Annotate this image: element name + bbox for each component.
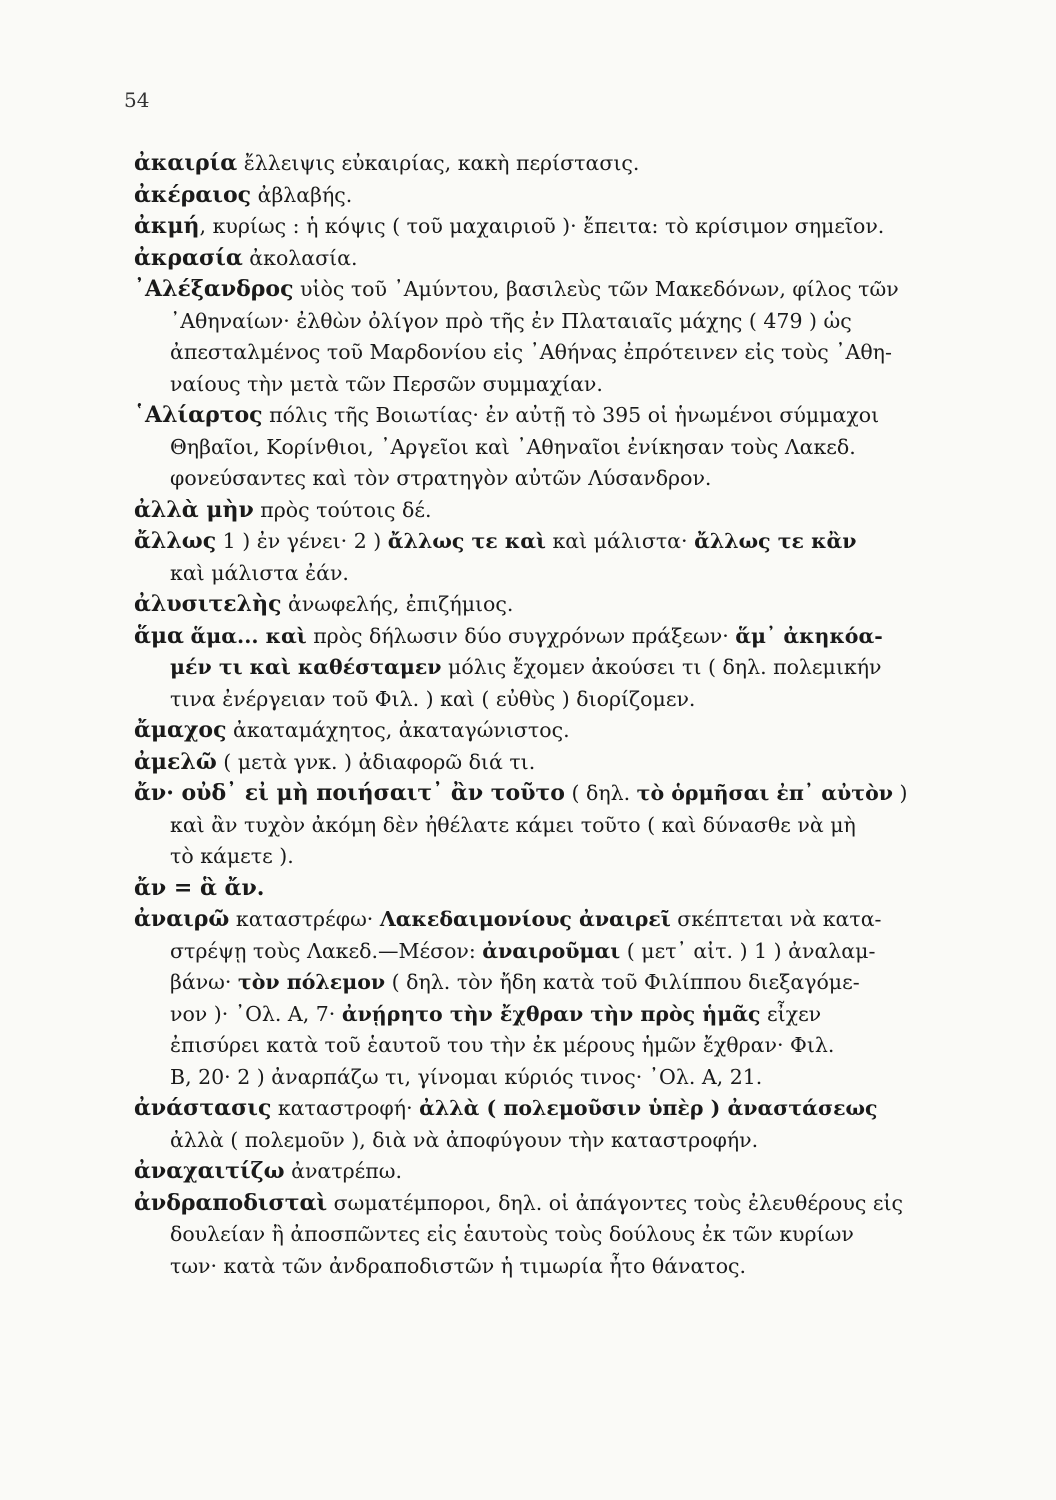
- entry-line: [134, 1030, 1014, 1062]
- dictionary-entry: [134, 778, 1014, 873]
- entry-text: των· κατὰ τῶν ἀνδραποδιστῶν ἡ τιμωρία ἦτο θάνατος.: [170, 1253, 747, 1278]
- entry-line: [134, 211, 1014, 243]
- entry-line: [134, 936, 1014, 968]
- bold-phrase: ἀνῄρητο τὴν ἔχθραν τὴν πρὸς ἡμᾶς: [341, 1001, 761, 1026]
- bold-phrase: ἀλλὰ ( πολεμοῦσιν ὑπὲρ ) ἀναστάσεως: [419, 1096, 878, 1120]
- entry-text: Β, 20· 2 ) ἀναρπάζω τι, γίνομαι κύριός τινος· ᾿Ολ. Α, 21.: [170, 1064, 763, 1089]
- entry-line: [134, 1062, 1014, 1094]
- entry-text: πρὸς δήλωσιν δύο συγχρόνων πράξεων·: [306, 623, 736, 648]
- entry-headword: ἀνάστασις: [134, 1095, 272, 1121]
- entry-text: καὶ ἂν τυχὸν ἀκόμη δὲν ἠθέλατε κάμει τοῦτο ( καὶ δύνασθε νὰ μὴ: [170, 812, 856, 837]
- dictionary-entry: [134, 1188, 1014, 1283]
- entry-text: εἶχεν: [760, 1001, 822, 1026]
- dictionary-entry: [134, 148, 1014, 180]
- entry-text: ἐπισύρει κατὰ τοῦ ἑαυτοῦ του τὴν ἐκ μέρους ἡμῶν ἔχθραν· Φιλ.: [170, 1033, 835, 1057]
- bold-phrase: ἅμ᾿ ἀκηκόα-: [735, 623, 883, 648]
- entry-text: σκέπτεται νὰ κατα-: [670, 907, 882, 931]
- entry-text: νον )· ᾿Ολ. Α, 7·: [170, 1001, 342, 1026]
- entry-headword: ἄν· οὐδ᾿ εἰ μὴ ποιήσαιτ᾿ ἂν τοῦτο: [134, 780, 565, 806]
- entry-headword: ῾Αλίαρτος: [134, 402, 263, 428]
- entry-text: δουλείαν ἢ ἀποσπῶντες εἰς ἑαυτοὺς τοὺς δούλους ἐκ τῶν κυρίων: [170, 1222, 854, 1246]
- entry-line: [134, 306, 1014, 338]
- bold-phrase: ἀναιροῦμαι: [482, 938, 621, 963]
- entry-text: φονεύσαντες καὶ τὸν στρατηγὸν αὐτῶν Λύσανδρον.: [170, 466, 712, 490]
- entry-line: [134, 1188, 1014, 1220]
- bold-phrase: τὸ ὁρμῆσαι ἐπ᾿ αὐτὸν: [636, 781, 893, 805]
- entry-headword: ἅμα: [134, 622, 184, 649]
- entry-line: [134, 463, 1014, 495]
- entry-line: [134, 967, 1014, 999]
- dictionary-entry: [134, 180, 1014, 212]
- bold-phrase: τὸν πόλεμον: [237, 970, 386, 994]
- entry-line: [134, 148, 1014, 180]
- entry-text: , κυρίως : ἡ κόψις ( τοῦ μαχαιριοῦ )· ἔπειτα: τὸ κρίσιμον σημεῖον.: [199, 214, 885, 238]
- entry-text: σωματέμποροι, δηλ. οἱ ἀπάγοντες τοὺς ἐλευθέρους εἰς: [327, 1190, 903, 1215]
- entry-line: [134, 810, 1014, 842]
- entry-line: [134, 621, 1014, 653]
- entry-text: ἀνατρέπω.: [284, 1159, 402, 1183]
- entry-line: [134, 243, 1014, 275]
- page-number: 54: [124, 88, 150, 112]
- entry-headword: ἄν = ἃ ἄν.: [134, 874, 265, 901]
- dictionary-entry: [134, 747, 1014, 779]
- entry-headword: ἀκέραιος: [134, 181, 252, 208]
- entry-line: [134, 432, 1014, 464]
- dictionary-entry: [134, 274, 1014, 400]
- bold-phrase: μέν τι καὶ καθέσταμεν: [170, 655, 442, 679]
- entry-line: [134, 652, 1014, 684]
- entry-line: [134, 841, 1014, 873]
- entry-text: Θηβαῖοι, Κορίνθιοι, ᾿Αργεῖοι καὶ ᾿Αθηναῖοι ἐνίκησαν τοὺς Λακεδ.: [170, 434, 856, 459]
- entry-text: ἀβλαβής.: [251, 182, 353, 207]
- dictionary-entry: [134, 873, 1014, 905]
- dictionary-entry: [134, 400, 1014, 495]
- entry-text: ναίους τὴν μετὰ τῶν Περσῶν συμμαχίαν.: [170, 371, 603, 396]
- entry-headword: ἀνδραποδισταὶ: [134, 1189, 328, 1216]
- bold-phrase: ἄλλως τε κἂν: [694, 529, 857, 553]
- entry-line: [134, 778, 1014, 810]
- entry-headword: ἀκμή: [134, 213, 200, 239]
- entry-line: [134, 715, 1014, 747]
- entry-line: [134, 589, 1014, 621]
- dictionary-entry: [134, 495, 1014, 527]
- entry-line: [134, 1125, 1014, 1157]
- dictionary-entry: [134, 715, 1014, 747]
- bold-phrase: ἄλλως τε καὶ: [387, 529, 546, 553]
- entry-text: ( μετὰ γνκ. ) ἀδιαφορῶ διά τι.: [216, 749, 536, 774]
- dictionary-entry: [134, 904, 1014, 1093]
- entry-text: 1 ) ἐν γένει· 2 ): [216, 529, 388, 553]
- entry-headword: ἄμαχος: [134, 717, 227, 743]
- entry-line: [134, 1156, 1014, 1188]
- entry-text: μόλις ἔχομεν ἀκούσει τι ( δηλ. πολεμικήν: [441, 655, 882, 679]
- entry-text: ( δηλ. τὸν ἤδη κατὰ τοῦ Φιλίππου διεξαγόμε-: [385, 970, 860, 994]
- entry-text: ἀνωφελής, ἐπιζήμιος.: [281, 592, 514, 616]
- entry-text: ᾿Αθηναίων· ἐλθὼν ὀλίγον πρὸ τῆς ἐν Πλαταιαῖς μάχης ( 479 ) ὡς: [170, 308, 852, 333]
- entry-headword: ἀναχαιτίζω: [134, 1158, 285, 1184]
- entry-text: καὶ μάλιστα·: [545, 529, 695, 553]
- dictionary-entry: [134, 1093, 1014, 1156]
- entry-text: ἀκολασία.: [242, 245, 358, 270]
- entry-text: καὶ μάλιστα ἐάν.: [170, 560, 349, 585]
- entry-headword: ἀναιρῶ: [134, 906, 230, 932]
- entry-line: [134, 495, 1014, 527]
- entry-line: [134, 999, 1014, 1031]
- entry-text: πόλις τῆς Βοιωτίας· ἐν αὐτῇ τὸ 395 οἱ ἡνωμένοι σύμμαχοι: [262, 403, 880, 427]
- entry-line: [134, 558, 1014, 590]
- entry-text: καταστρέφω·: [229, 907, 380, 931]
- entry-text: πρὸς τούτοις δέ.: [253, 497, 432, 522]
- entry-text: ( δηλ.: [564, 781, 637, 805]
- dictionary-entry: [134, 1156, 1014, 1188]
- dictionary-entry: [134, 526, 1014, 589]
- entry-text: ἀλλὰ ( πολεμοῦν ), διὰ νὰ ἀποφύγουν τὴν καταστροφήν.: [170, 1127, 759, 1152]
- entry-line: [134, 684, 1014, 716]
- dictionary-entry: [134, 589, 1014, 621]
- entry-line: [134, 904, 1014, 936]
- entry-line: [134, 747, 1014, 779]
- entry-list: [134, 148, 1014, 1282]
- entry-text: τινα ἐνέργειαν τοῦ Φιλ. ) καὶ ( εὐθὺς ) διορίζομεν.: [170, 686, 696, 711]
- entry-headword: ἀκαιρία: [134, 150, 238, 176]
- entry-text: βάνω·: [170, 970, 238, 994]
- entry-text: στρέψῃ τοὺς Λακεδ.—Μέσον:: [170, 938, 483, 963]
- entry-line: [134, 337, 1014, 369]
- entry-line: [134, 873, 1014, 905]
- entry-headword: ἀλλὰ μὴν: [134, 496, 254, 523]
- entry-line: [134, 400, 1014, 432]
- entry-line: [134, 1219, 1014, 1251]
- dictionary-entry: [134, 243, 1014, 275]
- entry-line: [134, 274, 1014, 306]
- entry-text: καταστροφή·: [271, 1096, 420, 1120]
- bold-phrase: ἅμα... καὶ: [190, 623, 307, 648]
- bold-phrase: Λακεδαιμονίους ἀναιρεῖ: [379, 907, 671, 931]
- entry-line: [134, 369, 1014, 401]
- entry-line: [134, 180, 1014, 212]
- entry-text: υἱὸς τοῦ ᾿Αμύντου, βασιλεὺς τῶν Μακεδόνων, φίλος τῶν: [293, 277, 899, 301]
- entry-text: ): [892, 781, 908, 805]
- entry-text: ἀκαταμάχητος, ἀκαταγώνιστος.: [226, 718, 570, 742]
- entry-text: ἀπεσταλμένος τοῦ Μαρδονίου εἰς ᾿Αθήνας ἐπρότεινεν εἰς τοὺς ᾿Αθη-: [170, 340, 892, 364]
- entry-headword: ἀκρασία: [134, 244, 243, 271]
- entry-headword: ἄλλως: [134, 528, 217, 554]
- entry-text: ἔλλειψις εὐκαιρίας, κακὴ περίστασις.: [237, 151, 640, 175]
- entry-headword: ἀμελῶ: [134, 748, 217, 775]
- entry-line: [134, 526, 1014, 558]
- dictionary-entry: [134, 621, 1014, 716]
- entry-headword: ἀλυσιτελὴς: [134, 591, 282, 617]
- entry-text: τὸ κάμετε ).: [170, 844, 294, 868]
- entry-line: [134, 1251, 1014, 1283]
- entry-headword: ᾿Αλέξανδρος: [134, 276, 294, 302]
- entry-text: ( μετ᾿ αἰτ. ) 1 ) ἀναλαμ-: [620, 938, 876, 963]
- entry-line: [134, 1093, 1014, 1125]
- dictionary-entry: [134, 211, 1014, 243]
